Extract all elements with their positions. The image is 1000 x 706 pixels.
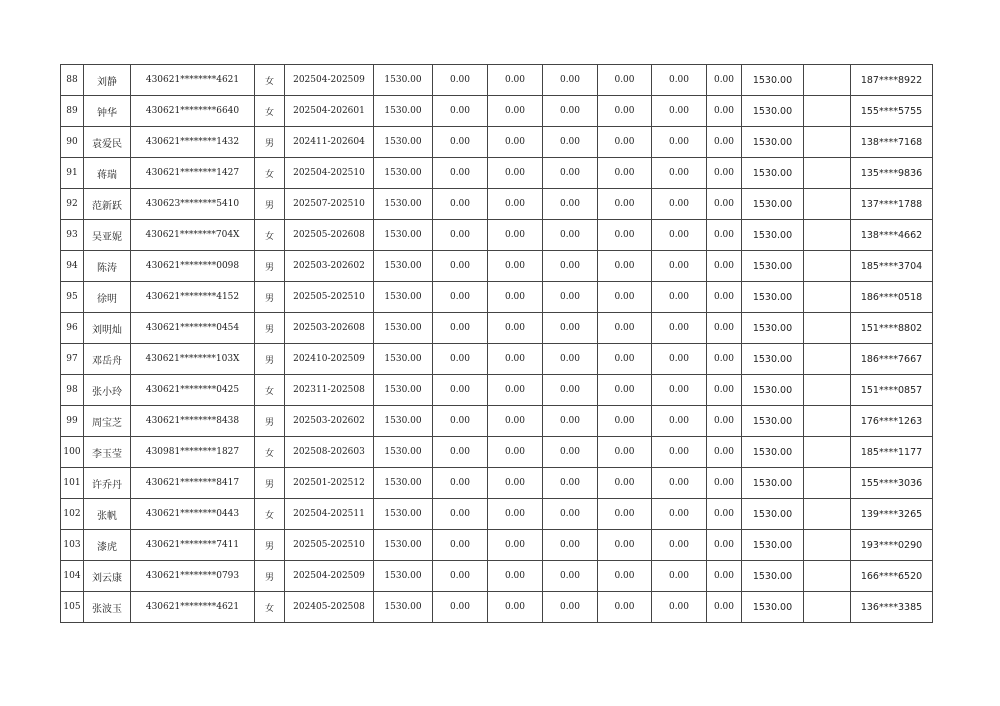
index-cell: 90 [61, 127, 84, 158]
table-row [61, 406, 933, 437]
id-number-cell: 430621********1427 [131, 158, 255, 189]
table-row [61, 313, 933, 344]
item-d-cell: 0.00 [598, 344, 652, 375]
item-f-cell: 0.00 [707, 561, 742, 592]
phone-cell: 151****0857 [851, 375, 933, 406]
table-row [61, 251, 933, 282]
table-row [61, 220, 933, 251]
id-number-cell: 430621********0425 [131, 375, 255, 406]
gender-cell: 女 [255, 158, 285, 189]
gender-cell: 男 [255, 561, 285, 592]
amount-cell: 1530.00 [374, 282, 433, 313]
subsidy-roster-table [60, 64, 933, 623]
index-cell: 92 [61, 189, 84, 220]
item-a-cell: 0.00 [433, 313, 488, 344]
table-row [61, 437, 933, 468]
phone-cell: 176****1263 [851, 406, 933, 437]
remark-cell [804, 561, 851, 592]
period-cell: 202505-202510 [285, 282, 374, 313]
table-row [61, 96, 933, 127]
item-a-cell: 0.00 [433, 251, 488, 282]
table-row [61, 344, 933, 375]
name-cell: 张波玉 [84, 592, 131, 623]
name-cell: 邓岳舟 [84, 344, 131, 375]
amount-cell: 1530.00 [374, 189, 433, 220]
item-a-cell: 0.00 [433, 530, 488, 561]
item-e-cell: 0.00 [652, 530, 707, 561]
item-d-cell: 0.00 [598, 251, 652, 282]
remark-cell [804, 127, 851, 158]
name-cell: 陈涛 [84, 251, 131, 282]
index-cell: 98 [61, 375, 84, 406]
table-row [61, 282, 933, 313]
amount-cell: 1530.00 [374, 468, 433, 499]
gender-cell: 男 [255, 189, 285, 220]
item-f-cell: 0.00 [707, 189, 742, 220]
item-c-cell: 0.00 [543, 375, 598, 406]
item-e-cell: 0.00 [652, 437, 707, 468]
period-cell: 202505-202608 [285, 220, 374, 251]
amount-cell: 1530.00 [374, 344, 433, 375]
name-cell: 蒋瑞 [84, 158, 131, 189]
name-cell: 刘静 [84, 65, 131, 96]
item-e-cell: 0.00 [652, 127, 707, 158]
name-cell: 刘明灿 [84, 313, 131, 344]
item-e-cell: 0.00 [652, 592, 707, 623]
item-e-cell: 0.00 [652, 158, 707, 189]
item-c-cell: 0.00 [543, 189, 598, 220]
item-f-cell: 0.00 [707, 220, 742, 251]
table-row [61, 592, 933, 623]
item-e-cell: 0.00 [652, 561, 707, 592]
amount-cell: 1530.00 [374, 96, 433, 127]
remark-cell [804, 375, 851, 406]
period-cell: 202504-202509 [285, 65, 374, 96]
amount-cell: 1530.00 [374, 437, 433, 468]
item-d-cell: 0.00 [598, 561, 652, 592]
item-b-cell: 0.00 [488, 282, 543, 313]
item-a-cell: 0.00 [433, 344, 488, 375]
item-a-cell: 0.00 [433, 499, 488, 530]
item-c-cell: 0.00 [543, 499, 598, 530]
item-a-cell: 0.00 [433, 561, 488, 592]
item-e-cell: 0.00 [652, 499, 707, 530]
table-row [61, 65, 933, 96]
phone-cell: 137****1788 [851, 189, 933, 220]
total-cell: 1530.00 [742, 344, 804, 375]
table-body [61, 65, 933, 623]
item-b-cell: 0.00 [488, 251, 543, 282]
gender-cell: 男 [255, 344, 285, 375]
name-cell: 张小玲 [84, 375, 131, 406]
total-cell: 1530.00 [742, 251, 804, 282]
period-cell: 202504-202601 [285, 96, 374, 127]
item-d-cell: 0.00 [598, 220, 652, 251]
phone-cell: 135****9836 [851, 158, 933, 189]
item-c-cell: 0.00 [543, 96, 598, 127]
item-c-cell: 0.00 [543, 530, 598, 561]
item-c-cell: 0.00 [543, 65, 598, 96]
item-a-cell: 0.00 [433, 406, 488, 437]
id-number-cell: 430621********0443 [131, 499, 255, 530]
item-a-cell: 0.00 [433, 158, 488, 189]
total-cell: 1530.00 [742, 282, 804, 313]
name-cell: 刘云康 [84, 561, 131, 592]
item-b-cell: 0.00 [488, 220, 543, 251]
item-f-cell: 0.00 [707, 96, 742, 127]
table-row [61, 158, 933, 189]
gender-cell: 女 [255, 375, 285, 406]
item-e-cell: 0.00 [652, 251, 707, 282]
period-cell: 202411-202604 [285, 127, 374, 158]
gender-cell: 男 [255, 282, 285, 313]
item-b-cell: 0.00 [488, 437, 543, 468]
remark-cell [804, 158, 851, 189]
item-f-cell: 0.00 [707, 344, 742, 375]
remark-cell [804, 499, 851, 530]
total-cell: 1530.00 [742, 158, 804, 189]
period-cell: 202504-202510 [285, 158, 374, 189]
period-cell: 202507-202510 [285, 189, 374, 220]
period-cell: 202501-202512 [285, 468, 374, 499]
total-cell: 1530.00 [742, 65, 804, 96]
id-number-cell: 430621********103X [131, 344, 255, 375]
period-cell: 202503-202602 [285, 406, 374, 437]
item-c-cell: 0.00 [543, 127, 598, 158]
item-f-cell: 0.00 [707, 592, 742, 623]
item-f-cell: 0.00 [707, 65, 742, 96]
name-cell: 张帆 [84, 499, 131, 530]
gender-cell: 女 [255, 220, 285, 251]
amount-cell: 1530.00 [374, 499, 433, 530]
item-d-cell: 0.00 [598, 313, 652, 344]
item-d-cell: 0.00 [598, 406, 652, 437]
item-c-cell: 0.00 [543, 282, 598, 313]
item-e-cell: 0.00 [652, 313, 707, 344]
gender-cell: 女 [255, 96, 285, 127]
item-a-cell: 0.00 [433, 127, 488, 158]
amount-cell: 1530.00 [374, 313, 433, 344]
index-cell: 96 [61, 313, 84, 344]
item-e-cell: 0.00 [652, 65, 707, 96]
total-cell: 1530.00 [742, 437, 804, 468]
index-cell: 103 [61, 530, 84, 561]
id-number-cell: 430621********8417 [131, 468, 255, 499]
period-cell: 202503-202602 [285, 251, 374, 282]
id-number-cell: 430621********4152 [131, 282, 255, 313]
item-e-cell: 0.00 [652, 468, 707, 499]
item-f-cell: 0.00 [707, 313, 742, 344]
table-row [61, 468, 933, 499]
name-cell: 周宝芝 [84, 406, 131, 437]
period-cell: 202405-202508 [285, 592, 374, 623]
item-f-cell: 0.00 [707, 375, 742, 406]
phone-cell: 138****4662 [851, 220, 933, 251]
item-a-cell: 0.00 [433, 220, 488, 251]
id-number-cell: 430621********0098 [131, 251, 255, 282]
period-cell: 202503-202608 [285, 313, 374, 344]
remark-cell [804, 220, 851, 251]
total-cell: 1530.00 [742, 530, 804, 561]
index-cell: 89 [61, 96, 84, 127]
item-b-cell: 0.00 [488, 406, 543, 437]
item-b-cell: 0.00 [488, 344, 543, 375]
item-c-cell: 0.00 [543, 313, 598, 344]
item-b-cell: 0.00 [488, 96, 543, 127]
item-f-cell: 0.00 [707, 437, 742, 468]
item-d-cell: 0.00 [598, 65, 652, 96]
gender-cell: 男 [255, 406, 285, 437]
item-a-cell: 0.00 [433, 65, 488, 96]
name-cell: 吴亚妮 [84, 220, 131, 251]
item-d-cell: 0.00 [598, 530, 652, 561]
amount-cell: 1530.00 [374, 406, 433, 437]
remark-cell [804, 592, 851, 623]
item-f-cell: 0.00 [707, 530, 742, 561]
index-cell: 104 [61, 561, 84, 592]
item-d-cell: 0.00 [598, 437, 652, 468]
phone-cell: 166****6520 [851, 561, 933, 592]
gender-cell: 男 [255, 251, 285, 282]
item-e-cell: 0.00 [652, 220, 707, 251]
index-cell: 91 [61, 158, 84, 189]
total-cell: 1530.00 [742, 313, 804, 344]
remark-cell [804, 251, 851, 282]
index-cell: 93 [61, 220, 84, 251]
total-cell: 1530.00 [742, 499, 804, 530]
period-cell: 202504-202509 [285, 561, 374, 592]
amount-cell: 1530.00 [374, 561, 433, 592]
id-number-cell: 430621********8438 [131, 406, 255, 437]
total-cell: 1530.00 [742, 468, 804, 499]
item-d-cell: 0.00 [598, 468, 652, 499]
phone-cell: 138****7168 [851, 127, 933, 158]
name-cell: 袁爱民 [84, 127, 131, 158]
item-b-cell: 0.00 [488, 561, 543, 592]
item-e-cell: 0.00 [652, 406, 707, 437]
remark-cell [804, 65, 851, 96]
item-d-cell: 0.00 [598, 375, 652, 406]
item-f-cell: 0.00 [707, 499, 742, 530]
index-cell: 95 [61, 282, 84, 313]
remark-cell [804, 406, 851, 437]
period-cell: 202410-202509 [285, 344, 374, 375]
table-row [61, 127, 933, 158]
id-number-cell: 430621********0793 [131, 561, 255, 592]
item-c-cell: 0.00 [543, 251, 598, 282]
remark-cell [804, 313, 851, 344]
total-cell: 1530.00 [742, 561, 804, 592]
item-d-cell: 0.00 [598, 127, 652, 158]
item-c-cell: 0.00 [543, 561, 598, 592]
item-e-cell: 0.00 [652, 375, 707, 406]
name-cell: 李玉莹 [84, 437, 131, 468]
item-f-cell: 0.00 [707, 127, 742, 158]
amount-cell: 1530.00 [374, 220, 433, 251]
total-cell: 1530.00 [742, 406, 804, 437]
item-a-cell: 0.00 [433, 468, 488, 499]
id-number-cell: 430623********5410 [131, 189, 255, 220]
gender-cell: 女 [255, 437, 285, 468]
amount-cell: 1530.00 [374, 158, 433, 189]
item-b-cell: 0.00 [488, 499, 543, 530]
id-number-cell: 430621********704X [131, 220, 255, 251]
amount-cell: 1530.00 [374, 65, 433, 96]
phone-cell: 139****3265 [851, 499, 933, 530]
name-cell: 钟华 [84, 96, 131, 127]
gender-cell: 男 [255, 530, 285, 561]
item-a-cell: 0.00 [433, 282, 488, 313]
gender-cell: 女 [255, 592, 285, 623]
table-row [61, 375, 933, 406]
item-d-cell: 0.00 [598, 189, 652, 220]
table-row [61, 530, 933, 561]
item-c-cell: 0.00 [543, 158, 598, 189]
id-number-cell: 430621********6640 [131, 96, 255, 127]
item-b-cell: 0.00 [488, 468, 543, 499]
item-d-cell: 0.00 [598, 499, 652, 530]
remark-cell [804, 96, 851, 127]
total-cell: 1530.00 [742, 127, 804, 158]
amount-cell: 1530.00 [374, 530, 433, 561]
item-d-cell: 0.00 [598, 96, 652, 127]
item-b-cell: 0.00 [488, 158, 543, 189]
item-d-cell: 0.00 [598, 592, 652, 623]
index-cell: 100 [61, 437, 84, 468]
total-cell: 1530.00 [742, 592, 804, 623]
period-cell: 202311-202508 [285, 375, 374, 406]
item-f-cell: 0.00 [707, 251, 742, 282]
item-e-cell: 0.00 [652, 96, 707, 127]
item-b-cell: 0.00 [488, 530, 543, 561]
item-a-cell: 0.00 [433, 96, 488, 127]
remark-cell [804, 530, 851, 561]
period-cell: 202505-202510 [285, 530, 374, 561]
item-f-cell: 0.00 [707, 158, 742, 189]
item-b-cell: 0.00 [488, 313, 543, 344]
item-c-cell: 0.00 [543, 468, 598, 499]
index-cell: 105 [61, 592, 84, 623]
total-cell: 1530.00 [742, 189, 804, 220]
amount-cell: 1530.00 [374, 375, 433, 406]
amount-cell: 1530.00 [374, 592, 433, 623]
gender-cell: 女 [255, 65, 285, 96]
phone-cell: 186****7667 [851, 344, 933, 375]
item-c-cell: 0.00 [543, 220, 598, 251]
remark-cell [804, 468, 851, 499]
index-cell: 97 [61, 344, 84, 375]
item-f-cell: 0.00 [707, 282, 742, 313]
total-cell: 1530.00 [742, 375, 804, 406]
total-cell: 1530.00 [742, 220, 804, 251]
item-b-cell: 0.00 [488, 189, 543, 220]
remark-cell [804, 437, 851, 468]
item-d-cell: 0.00 [598, 158, 652, 189]
index-cell: 99 [61, 406, 84, 437]
table-row [61, 561, 933, 592]
amount-cell: 1530.00 [374, 251, 433, 282]
item-e-cell: 0.00 [652, 282, 707, 313]
item-a-cell: 0.00 [433, 375, 488, 406]
phone-cell: 136****3385 [851, 592, 933, 623]
item-b-cell: 0.00 [488, 375, 543, 406]
id-number-cell: 430621********0454 [131, 313, 255, 344]
table-row [61, 189, 933, 220]
phone-cell: 193****0290 [851, 530, 933, 561]
phone-cell: 155****3036 [851, 468, 933, 499]
item-e-cell: 0.00 [652, 189, 707, 220]
amount-cell: 1530.00 [374, 127, 433, 158]
item-e-cell: 0.00 [652, 344, 707, 375]
remark-cell [804, 344, 851, 375]
phone-cell: 185****1177 [851, 437, 933, 468]
remark-cell [804, 282, 851, 313]
total-cell: 1530.00 [742, 96, 804, 127]
item-b-cell: 0.00 [488, 127, 543, 158]
item-c-cell: 0.00 [543, 406, 598, 437]
item-c-cell: 0.00 [543, 592, 598, 623]
remark-cell [804, 189, 851, 220]
name-cell: 范新跃 [84, 189, 131, 220]
item-a-cell: 0.00 [433, 189, 488, 220]
phone-cell: 155****5755 [851, 96, 933, 127]
period-cell: 202508-202603 [285, 437, 374, 468]
item-f-cell: 0.00 [707, 406, 742, 437]
period-cell: 202504-202511 [285, 499, 374, 530]
item-f-cell: 0.00 [707, 468, 742, 499]
id-number-cell: 430621********7411 [131, 530, 255, 561]
id-number-cell: 430981********1827 [131, 437, 255, 468]
name-cell: 徐明 [84, 282, 131, 313]
item-a-cell: 0.00 [433, 592, 488, 623]
gender-cell: 男 [255, 468, 285, 499]
table-row [61, 499, 933, 530]
index-cell: 101 [61, 468, 84, 499]
gender-cell: 男 [255, 127, 285, 158]
item-d-cell: 0.00 [598, 282, 652, 313]
id-number-cell: 430621********4621 [131, 65, 255, 96]
phone-cell: 185****3704 [851, 251, 933, 282]
item-c-cell: 0.00 [543, 344, 598, 375]
id-number-cell: 430621********4621 [131, 592, 255, 623]
name-cell: 漆虎 [84, 530, 131, 561]
item-c-cell: 0.00 [543, 437, 598, 468]
index-cell: 102 [61, 499, 84, 530]
item-a-cell: 0.00 [433, 437, 488, 468]
gender-cell: 女 [255, 499, 285, 530]
index-cell: 94 [61, 251, 84, 282]
name-cell: 许乔丹 [84, 468, 131, 499]
phone-cell: 151****8802 [851, 313, 933, 344]
phone-cell: 187****8922 [851, 65, 933, 96]
index-cell: 88 [61, 65, 84, 96]
gender-cell: 男 [255, 313, 285, 344]
item-b-cell: 0.00 [488, 65, 543, 96]
id-number-cell: 430621********1432 [131, 127, 255, 158]
phone-cell: 186****0518 [851, 282, 933, 313]
item-b-cell: 0.00 [488, 592, 543, 623]
